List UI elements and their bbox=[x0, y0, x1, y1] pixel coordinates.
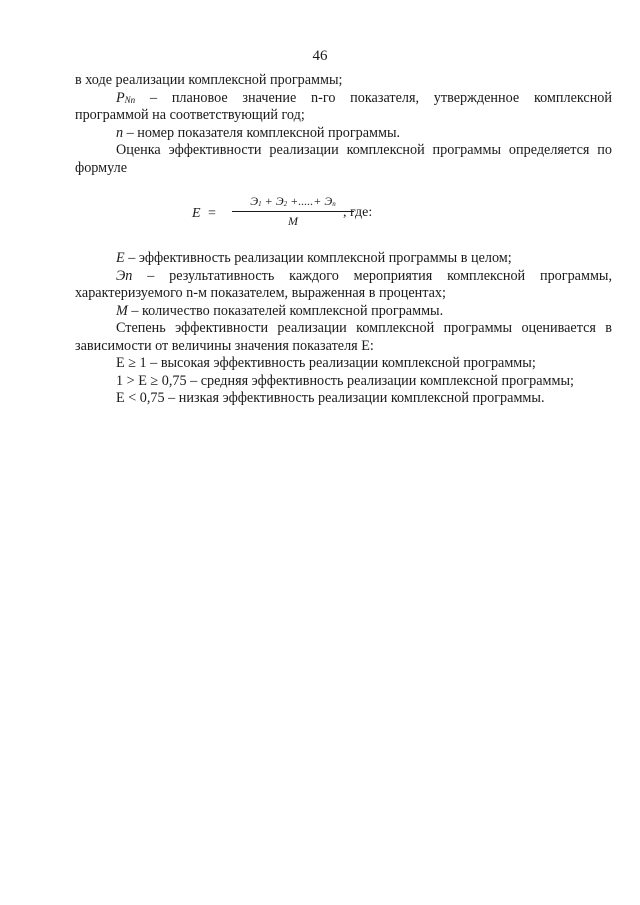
degree-line2: зависимости от величины значения показателя E: bbox=[75, 337, 374, 354]
n-variable: n bbox=[116, 124, 124, 141]
en-variable: Эn bbox=[116, 267, 133, 284]
formula-where: , где: bbox=[343, 205, 373, 220]
formula-lhs: E bbox=[192, 206, 201, 221]
m-definition: M – количество показателей комплексной программы. bbox=[116, 302, 444, 319]
e-variable: E bbox=[116, 250, 125, 266]
m-variable: M bbox=[116, 302, 128, 319]
high-efficiency: E ≥ 1 – высокая эффективность реализации комплексной программы; bbox=[116, 355, 536, 371]
n-definition: n – номер показателя комплексной программы. bbox=[116, 124, 401, 141]
medium-efficiency: 1 > E ≥ 0,75 – средняя эффективность реализации комплексной программы; bbox=[116, 372, 574, 389]
en-definition-line2: характеризуемого n-м показателем, выраженная в процентах; bbox=[75, 285, 446, 301]
definitions-block bbox=[75, 250, 612, 408]
line-in-course: в ходе реализации комплексной программы; bbox=[75, 72, 343, 88]
evaluation-line1: Оценка эффективности реализации комплексной программы определяется по bbox=[116, 142, 612, 158]
fraction-bar bbox=[232, 211, 354, 212]
en-definition-line1: Эn – результативность каждого мероприятия комплексной программы, bbox=[116, 267, 612, 284]
e-definition: E – эффективность реализации комплексной программы в целом; bbox=[116, 250, 512, 266]
efficiency-formula bbox=[192, 190, 492, 234]
low-efficiency: E < 0,75 – низкая эффективность реализации комплексной программы. bbox=[116, 390, 545, 406]
evaluation-line2: формуле bbox=[75, 159, 127, 176]
degree-line1: Степень эффективности реализации комплексной программы оценивается в bbox=[116, 320, 612, 336]
pnn-definition-line2: программой на соответствующий год; bbox=[75, 107, 305, 123]
formula-equals: = bbox=[208, 206, 216, 221]
pnn-definition-line1: $P_{Nn}$ – плановое значение n-го показателя, утвержденное комплексной bbox=[116, 89, 612, 106]
page-number: 46 bbox=[312, 48, 328, 64]
formula-denominator: M bbox=[288, 214, 298, 228]
top-text-block bbox=[75, 72, 612, 177]
pnn-variable: $P_{Nn}$ bbox=[116, 89, 136, 106]
formula-numerator: $Э_1 + Э_2$ +.....+ $Э_n$ bbox=[250, 194, 336, 208]
